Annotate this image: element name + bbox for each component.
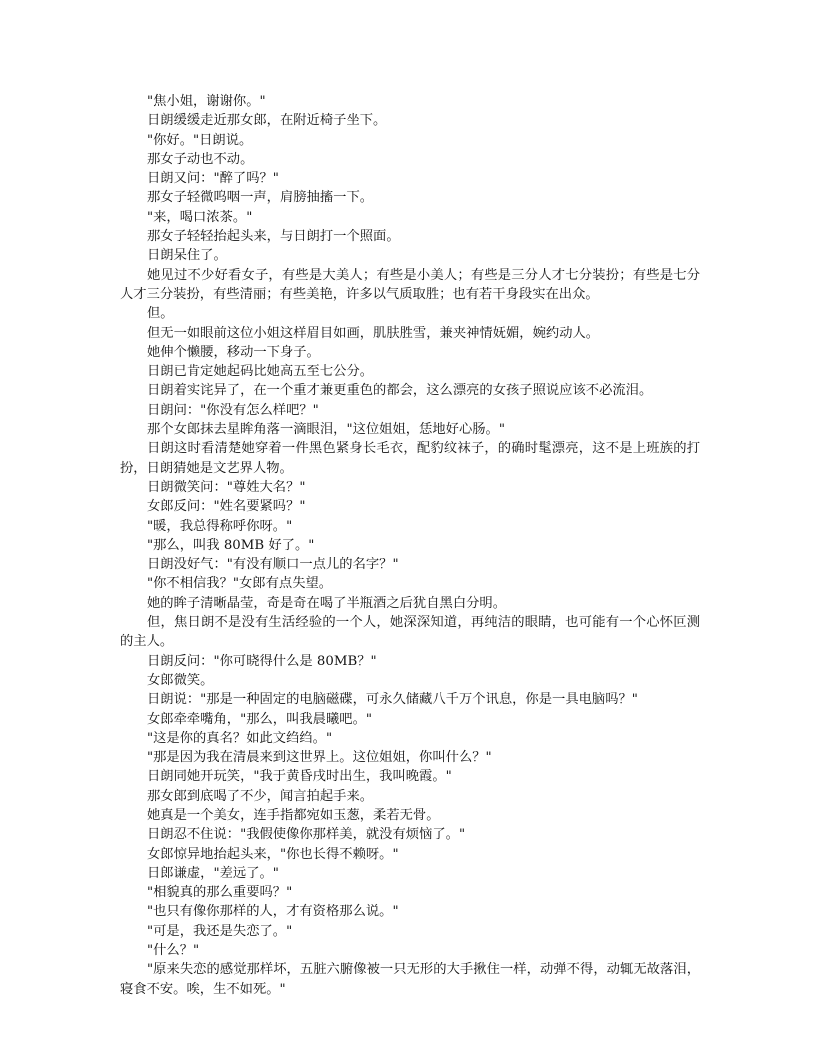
paragraph: 那女子轻微呜咽一声，肩膀抽搐一下。 bbox=[147, 190, 374, 206]
paragraph: "你不相信我？"女郎有点失望。 bbox=[147, 576, 333, 592]
paragraph: 日朗缓缓走近那女郎，在附近椅子坐下。 bbox=[147, 113, 387, 129]
paragraph: 日郎谦虚，"差远了。" bbox=[147, 865, 279, 881]
paragraph: 但。 bbox=[147, 306, 174, 322]
paragraph: 她真是一个美女，连手指都宛如玉葱，柔若无骨。 bbox=[147, 807, 440, 823]
paragraph: "你好。"日朗说。 bbox=[147, 132, 253, 148]
paragraph: 日朗说："那是一种固定的电脑磁碟，可永久储藏八千万个讯息，你是一具电脑吗？" bbox=[147, 692, 638, 708]
paragraph: "那么，叫我 80MB 好了。" bbox=[147, 537, 315, 553]
paragraph: 日朗呆住了。 bbox=[147, 248, 227, 264]
paragraph: "也只有像你那样的人，才有资格那么说。" bbox=[147, 904, 399, 920]
paragraph: 她见过不少好看女子，有些是大美人；有些是小美人；有些是三分人才七分装扮；有些是七分人才三分装扮，有些清丽；有些美艳，许多以气质取胜；也有若干身段实在出众。 bbox=[120, 267, 700, 302]
paragraph: 女郎反问："姓名要紧吗？" bbox=[147, 499, 306, 515]
paragraph: "那是因为我在清晨来到这世界上。这位姐姐，你叫什么？" bbox=[147, 750, 492, 766]
paragraph: 日朗这时看清楚她穿着一件黑色紧身长毛衣，配豹纹袜子，的确时髦漂亮，这不是上班族的打扮，日朗猜她是文艺界人物。 bbox=[120, 441, 700, 476]
paragraph: 日朗又问："醉了吗？" bbox=[147, 171, 279, 187]
paragraph: "什么？" bbox=[147, 943, 200, 959]
paragraph: 那女郎到底喝了不少，闻言拍起手来。 bbox=[147, 788, 374, 804]
paragraph: "原来失恋的感觉那样坏，五脏六腑像被一只无形的大手揪住一样，动弹不得，动辄无故落泪，寝食不安。唉，生不如死。" bbox=[120, 962, 700, 997]
paragraph: "相貌真的那么重要吗？" bbox=[147, 885, 293, 901]
paragraph: 那个女郎抹去星眸角落一滴眼泪，"这位姐姐，恁地好心肠。" bbox=[147, 422, 505, 438]
paragraph: "暖，我总得称呼你呀。" bbox=[147, 518, 293, 534]
paragraph: 她伸个懒腰，移动一下身子。 bbox=[147, 344, 320, 360]
paragraph: 女郎牵牵嘴角，"那么，叫我晨曦吧。" bbox=[147, 711, 372, 727]
paragraph: 日朗着实诧异了，在一个重才兼更重色的都会，这么漂亮的女孩子照说应该不必流泪。 bbox=[147, 383, 653, 399]
paragraph: 她的眸子清晰晶莹，奇是奇在喝了半瓶酒之后犹自黑白分明。 bbox=[147, 595, 507, 611]
document-body bbox=[120, 92, 700, 999]
paragraph: "这是你的真名？如此文绉绉。" bbox=[147, 730, 333, 746]
paragraph: "来，喝口浓茶。" bbox=[147, 209, 253, 225]
paragraph: 但无一如眼前这位小姐这样眉目如画，肌肤胜雪，兼夹神情妩媚，婉约动人。 bbox=[147, 325, 600, 341]
paragraph: 日朗反问："你可晓得什么是 80MB？" bbox=[147, 653, 377, 669]
paragraph: 日朗微笑问："尊姓大名？" bbox=[147, 479, 306, 495]
paragraph: 女郎惊异地抬起头来，"你也长得不赖呀。" bbox=[147, 846, 399, 862]
paragraph: 日朗同她开玩笑，"我于黄昏戌时出生，我叫晚霞。" bbox=[147, 769, 452, 785]
paragraph: 日朗已肯定她起码比她高五至七公分。 bbox=[147, 364, 374, 380]
paragraph: 日朗没好气："有没有顺口一点儿的名字？" bbox=[147, 557, 399, 573]
paragraph: "焦小姐，谢谢你。" bbox=[147, 94, 266, 109]
paragraph: 那女子动也不动。 bbox=[147, 151, 254, 167]
paragraph: 那女子轻轻抬起头来，与日朗打一个照面。 bbox=[147, 229, 400, 245]
paragraph: "可是，我还是失恋了。" bbox=[147, 923, 293, 939]
paragraph: 但，焦日朗不是没有生活经验的一个人，她深深知道，再纯洁的眼睛，也可能有一个心怀叵测的主人。 bbox=[120, 615, 700, 650]
paragraph: 女郎微笑。 bbox=[147, 672, 214, 688]
paragraph: 日朗忍不住说："我假使像你那样美，就没有烦恼了。" bbox=[147, 827, 466, 843]
paragraph: 日朗问："你没有怎么样吧？" bbox=[147, 402, 319, 418]
